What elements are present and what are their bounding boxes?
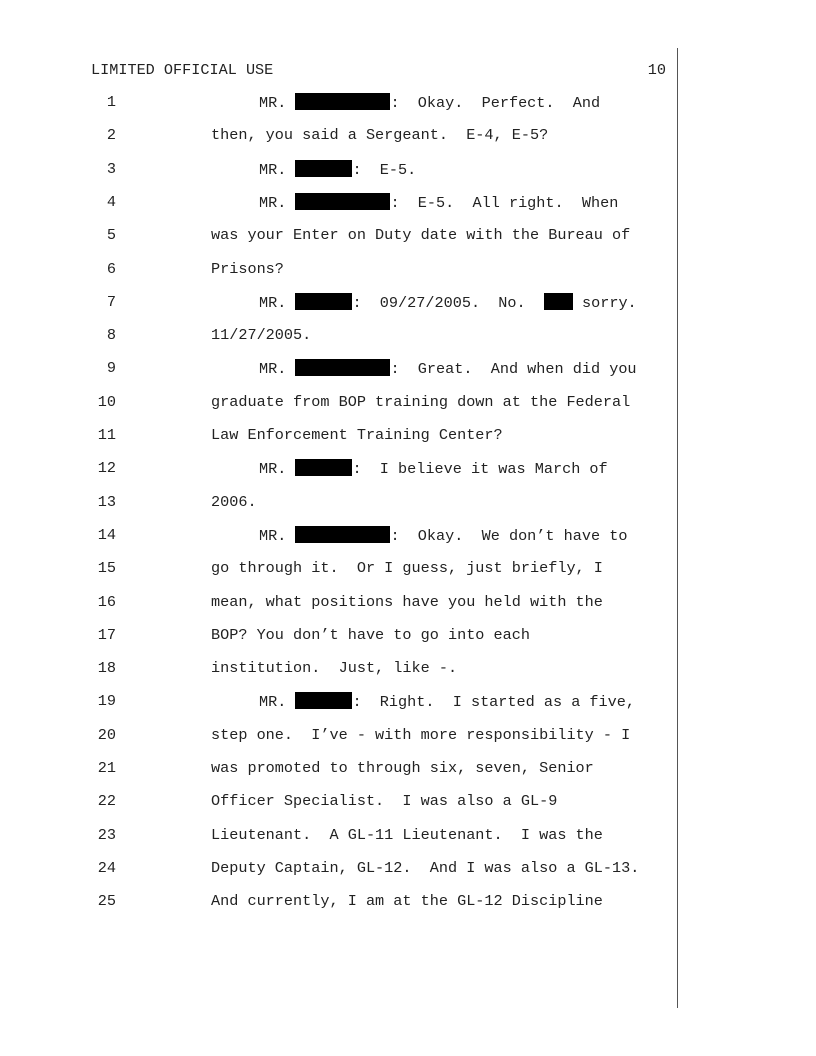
classification-header: LIMITED OFFICIAL USE — [91, 61, 274, 79]
transcript-line — [0, 359, 816, 381]
line-number: 3 — [106, 159, 116, 178]
line-text — [211, 726, 630, 744]
text-segment: : Right. I started as a five, — [352, 693, 636, 712]
transcript-line — [0, 526, 816, 548]
transcript-line — [0, 126, 816, 148]
line-text — [211, 792, 557, 810]
text-segment: And currently, I am at the GL-12 Discipline — [211, 892, 603, 911]
redaction-box — [295, 359, 390, 376]
line-number: 21 — [97, 759, 116, 777]
line-number: 14 — [97, 525, 116, 544]
text-segment: : Okay. Perfect. And — [390, 94, 601, 112]
line-number: 5 — [106, 226, 116, 245]
line-text — [211, 593, 603, 611]
transcript-line — [0, 160, 816, 182]
text-segment: mean, what positions have you held with the — [211, 592, 603, 611]
transcript-line — [0, 792, 816, 814]
line-text — [211, 759, 594, 777]
text-segment: Prisons? — [211, 259, 284, 278]
text-segment: : I believe it was March of — [352, 460, 608, 479]
transcript-line — [0, 859, 816, 881]
transcript-line — [0, 559, 816, 581]
transcript-line — [0, 692, 816, 714]
transcript-line — [0, 659, 816, 681]
text-segment: was promoted to through six, seven, Senior — [211, 759, 594, 777]
line-text — [259, 526, 627, 545]
line-number: 7 — [106, 292, 116, 311]
line-number: 6 — [106, 259, 116, 278]
line-text — [259, 692, 635, 711]
line-number: 2 — [106, 126, 116, 145]
redaction-box — [295, 526, 390, 543]
page-number: 10 — [647, 61, 666, 79]
text-segment: sorry. — [572, 293, 637, 312]
line-text — [259, 93, 600, 112]
transcript-line — [0, 426, 816, 448]
text-segment: Officer Specialist. I was also a GL-9 — [211, 792, 558, 811]
line-text — [259, 459, 608, 478]
redaction-box — [295, 93, 390, 110]
line-number: 16 — [97, 592, 116, 611]
line-text — [211, 826, 603, 844]
line-text — [211, 326, 311, 344]
transcript-line — [0, 260, 816, 282]
line-number: 8 — [106, 326, 116, 345]
text-segment: MR. — [259, 94, 296, 112]
text-segment: Deputy Captain, GL-12. And I was also a GL-13. — [211, 858, 640, 877]
line-text — [211, 426, 503, 444]
transcript-line — [0, 826, 816, 848]
line-text — [211, 659, 457, 677]
line-text — [259, 193, 618, 212]
line-number: 1 — [106, 93, 116, 111]
line-text — [211, 493, 257, 511]
line-number: 19 — [97, 692, 116, 711]
line-number: 25 — [97, 892, 116, 911]
redaction-box — [295, 293, 352, 310]
transcript-line — [0, 759, 816, 781]
redaction-box — [295, 692, 352, 709]
text-segment: BOP? You don’t have to go into each — [211, 625, 530, 644]
text-segment: was your Enter on Duty date with the Bureau of — [211, 226, 631, 245]
text-segment: : E-5. — [352, 160, 417, 179]
text-segment: MR. — [259, 460, 296, 479]
redaction-box — [295, 459, 352, 476]
line-text — [211, 126, 548, 144]
line-number: 11 — [97, 426, 116, 444]
transcript-line — [0, 93, 816, 115]
transcript-line — [0, 459, 816, 481]
transcript-line — [0, 493, 816, 515]
line-number: 18 — [97, 659, 116, 678]
transcript-line — [0, 726, 816, 748]
transcript-line — [0, 226, 816, 248]
transcript-line — [0, 593, 816, 615]
line-text — [259, 160, 416, 179]
text-segment: 11/27/2005. — [211, 326, 312, 345]
text-segment: : 09/27/2005. No. — [352, 293, 544, 312]
text-segment: Law Enforcement Training Center? — [211, 426, 503, 444]
text-segment: : Okay. We don’t have to — [390, 526, 628, 545]
line-text — [259, 293, 637, 312]
line-number: 24 — [97, 858, 116, 877]
line-number: 22 — [97, 792, 116, 811]
line-number: 17 — [97, 625, 116, 644]
transcript-line — [0, 293, 816, 315]
line-number: 9 — [106, 359, 116, 378]
redaction-box — [544, 293, 573, 310]
transcript-line — [0, 326, 816, 348]
text-segment: graduate from BOP training down at the Federal — [211, 392, 631, 411]
transcript-line — [0, 193, 816, 215]
transcript-line — [0, 892, 816, 914]
line-number: 10 — [97, 392, 116, 411]
text-segment: 2006. — [211, 492, 257, 511]
text-segment: MR. — [259, 193, 296, 212]
text-segment: Lieutenant. A GL-11 Lieutenant. I was the — [211, 825, 603, 844]
line-text — [211, 559, 603, 577]
text-segment: institution. Just, like -. — [211, 659, 458, 678]
transcript-line — [0, 626, 816, 648]
line-text — [211, 260, 284, 278]
text-segment: MR. — [259, 293, 296, 312]
line-text — [259, 359, 637, 378]
text-segment: MR. — [259, 360, 296, 379]
text-segment: MR. — [259, 526, 296, 545]
line-text — [211, 393, 630, 411]
text-segment: : Great. And when did you — [390, 360, 637, 379]
transcript-line — [0, 393, 816, 415]
line-text — [211, 859, 639, 877]
line-number: 12 — [97, 459, 116, 478]
line-number: 20 — [97, 725, 116, 744]
line-text — [211, 892, 603, 910]
line-number: 4 — [106, 192, 116, 211]
text-segment: go through it. Or I guess, just briefly, I — [211, 559, 603, 578]
line-number: 13 — [97, 492, 116, 511]
line-text — [211, 626, 530, 644]
text-segment: MR. — [259, 160, 296, 179]
text-segment: MR. — [259, 693, 296, 712]
redaction-box — [295, 193, 390, 210]
line-text — [211, 226, 630, 244]
text-segment: then, you said a Sergeant. E-4, E-5? — [211, 126, 549, 145]
text-segment: step one. I’ve - with more responsibility - I — [211, 725, 631, 744]
line-number: 15 — [97, 559, 116, 578]
text-segment: : E-5. All right. When — [390, 193, 619, 212]
redaction-box — [295, 160, 352, 177]
line-number: 23 — [97, 825, 116, 844]
